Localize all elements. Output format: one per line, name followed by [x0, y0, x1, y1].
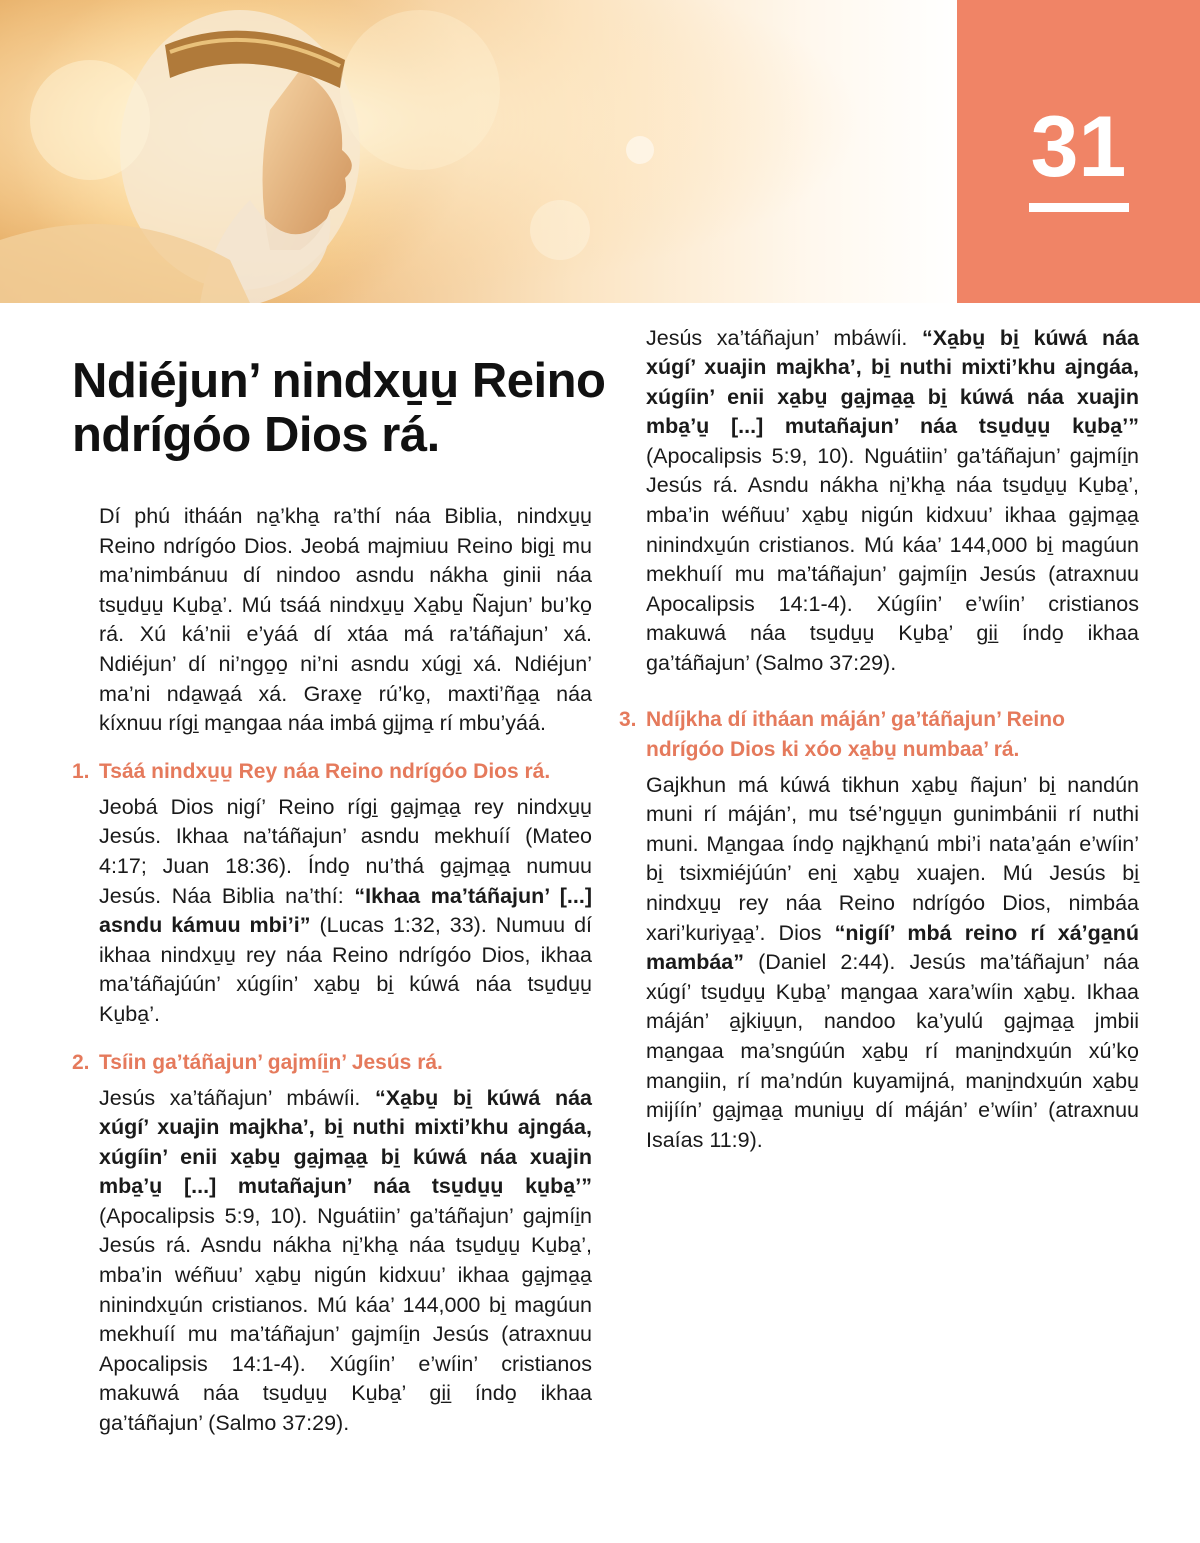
- section-2-continuation: [619, 325, 1139, 679]
- section-3-heading: [619, 705, 1139, 765]
- section-2-text-b: (Apocalipsis 5:9, 10). Nguátiin’ ga’táñajun’ gajmíi̱n Jesús rá. Asndu nákha ni̱’kha̱ náa tsu̱du̱u̱ Ku̱ba̱’, mba’in wéñuu’ xa̱bu̱ nigún kidxuu’ ikhaa ga̱jma̱a̱ ninindxu̱ún cristianos. Mú káa’ 144,000 bi̱ magúun mekhuíí mu ma’táñajun’ gajmíi̱n Jesús (atraxnuu Apocalipsis 14:1-4). Xúgíin’ e’wíin’ cristianos makuwá náa tsu̱du̱u̱ Ku̱ba̱’ gi̱i̱ índo̱ ikhaa ga’táñajun’ (Salmo 37:29).: [99, 1203, 592, 1436]
- section-1-title: Tsáá nindxu̱u̱ Rey náa Reino ndrígóo Dios rá.: [99, 759, 551, 783]
- section-3-text-b: (Daniel 2:44). Jesús ma’táñajun’ náa xúgí’ tsu̱du̱u̱ Ku̱ba̱’ ma̱ngaa xara’wíin xa̱bu̱. Ikhaa máján’ a̱jkiu̱u̱n, nandoo ka’yulú ga̱jma̱a̱ jmbii ma̱ngaa ma’sngúún xa̱bu̱ rí mani̱ndxu̱ún xú’ko̱ mangiin, rí ma’ndún kuyamijná, mani̱ndxu̱ún xa̱bu̱ mijíín’ ga̱jma̱a̱ muniu̱u̱ dí máján’ e’wíin’ (atraxnuu Isaías 11:9).: [646, 950, 1139, 1152]
- section-2-quote: “Xa̱bu̱ bi̱ kúwá náa xúgí’ xuajin majkha’, bi̱ nuthi mixti’khu ajngáa, xúgíin’ enii xa̱bu̱ ga̱jma̱a̱ bi̱ kúwá náa xuajin mba̱’u̱ [...] mutañajun’ náa tsu̱du̱u̱ ku̱ba̱’”: [99, 1085, 592, 1199]
- intro-paragraph: Dí phú itháán na̱’kha̱ ra’thí náa Biblia, nindxu̱u̱ Reino ndrígóo Dios. Jeobá majmiuu Reino bigi̱ mu ma’nimbánuu dí nindoo asndu nákha ginii náa tsu̱du̱u̱ Ku̱ba̱’. Mú tsáá nindxu̱u̱ Xa̱bu̱ Ñajun’ bu’ko̱ rá. Xú ká’nii e’yáá dí xtáa má ra’táñajun’ xá. Ndiéjun’ dí ni’ngo̱o̱ ni’ni asndu xúgi̱ xá. Ndiéjun’ ma’ni nda̱wa̱á xá. Graxe̱ rú’ko̱, maxti’ña̱a̱ náa kíxnuu rígi̱ ma̱ngaa náa imbá gi̱jma̱ rí mbu’yáá.: [99, 504, 592, 736]
- section-1-quote: “Ikhaa ma’táñajun’ [...] asndu kámuu mbi’i”: [99, 883, 592, 938]
- hero-image: [0, 0, 957, 303]
- chapter-badge: [957, 0, 1200, 303]
- section-3-quote: “nigíí’ mbá reino rí xá’ga̱nú mambáa”: [646, 920, 1139, 975]
- section-1-text-b: (Lucas 1:32, 33). Numuu dí ikhaa nindxu̱u̱ rey náa Reino ndrígóo Dios, ikhaa ma’táñajúún’ xúgíin’ xa̱bu̱ bi̱ kúwá náa tsu̱du̱u̱ Ku̱ba̱’.: [99, 913, 592, 1026]
- chapter-number: 31: [1030, 99, 1127, 195]
- section-2-left-clip: [72, 1084, 592, 1436]
- chapter-rule: [1029, 203, 1129, 212]
- section-2-number: 2.: [72, 1050, 90, 1074]
- section-2-paragraph: [72, 1084, 592, 1439]
- page-title: Ndiéjun’ nindxu̱u̱ Reino ndrígóo Dios rá.: [72, 354, 606, 462]
- king-illustration: [0, 0, 957, 303]
- section-2-quote-continued: “Xa̱bu̱ bi̱ kúwá náa xúgí’ xuajin majkha’, bi̱ nuthi mixti’khu ajngáa, xúgíin’ enii xa̱bu̱ ga̱jma̱a̱ bi̱ kúwá náa xuajin mba̱’u̱ [...] mutañajun’ náa tsu̱du̱u̱ ku̱ba̱’”: [646, 325, 1139, 439]
- section-2-text-b-continued: (Apocalipsis 5:9, 10). Nguátiin’ ga’táñajun’ gajmíi̱n Jesús rá. Asndu nákha ni̱’kha̱ náa tsu̱du̱u̱ Ku̱ba̱’, mba’in wéñuu’ xa̱bu̱ nigún kidxuu’ ikhaa ga̱jma̱a̱ ninindxu̱ún cristianos. Mú káa’ 144,000 bi̱ magúun mekhuíí mu ma’táñajun’ gajmíi̱n Jesús (atraxnuu Apocalipsis 14:1-4). Xúgíin’ e’wíin’ cristianos makuwá náa tsu̱du̱u̱ Ku̱ba̱’ gi̱i̱ índo̱ ikhaa ga’táñajun’ (Salmo 37:29).: [646, 443, 1139, 676]
- section-3-text-a: Gajkhun má kúwá tikhun xa̱bu̱ ñajun’ bi̱ nandún muni rí máján’, mu tsé’ngu̱u̱n gunimbánii rí nuthi muni. Ma̱ngaa índo̱ na̱jkha̱nú mbi’i nata’a̱án e’wíin’ bi̱ tsixmiéjúún’ eni̱ xa̱bu̱ xuajen. Mú Jesús bi̱ nindxu̱u̱ rey náa Reino ndrígóo Dios, nimbáa xari’kuriya̱a̱’. Dios: [646, 772, 1139, 945]
- section-2-heading: [72, 1048, 592, 1078]
- section-1-paragraph: [72, 793, 592, 1030]
- section-1-heading: [72, 757, 592, 787]
- right-column: [619, 325, 1139, 1155]
- left-column: [72, 502, 592, 1436]
- section-2-text-a: Jesús xa’táñajun’ mbáwíi.: [99, 1085, 361, 1110]
- section-3-title: Ndíjkha dí itháan máján’ ga’táñajun’ Reino ndrígóo Dios ki xóo xa̱bu̱ numbaa’ rá.: [646, 707, 1065, 761]
- section-1-number: 1.: [72, 759, 90, 783]
- section-3-paragraph: [619, 771, 1139, 1156]
- section-1-text-a: Jeobá Dios nigí’ Reino rígi̱ ga̱jma̱a̱ rey nindxu̱u̱ Jesús. Ikhaa na’táñajun’ asndu mekhuíí (Mateo 4:17; Juan 18:36). Índo̱ nu’thá ga̱jma̱a̱ numuu Jesús. Náa Biblia na’thí:: [99, 794, 592, 908]
- section-2-paragraph-continued: [619, 324, 1139, 679]
- section-3-number: 3.: [619, 707, 637, 731]
- section-2-text-a-continued: Jesús xa’táñajun’ mbáwíi.: [646, 325, 908, 350]
- section-2-title: Tsíin ga’táñajun’ gajmíi̱n’ Jesús rá.: [99, 1050, 443, 1074]
